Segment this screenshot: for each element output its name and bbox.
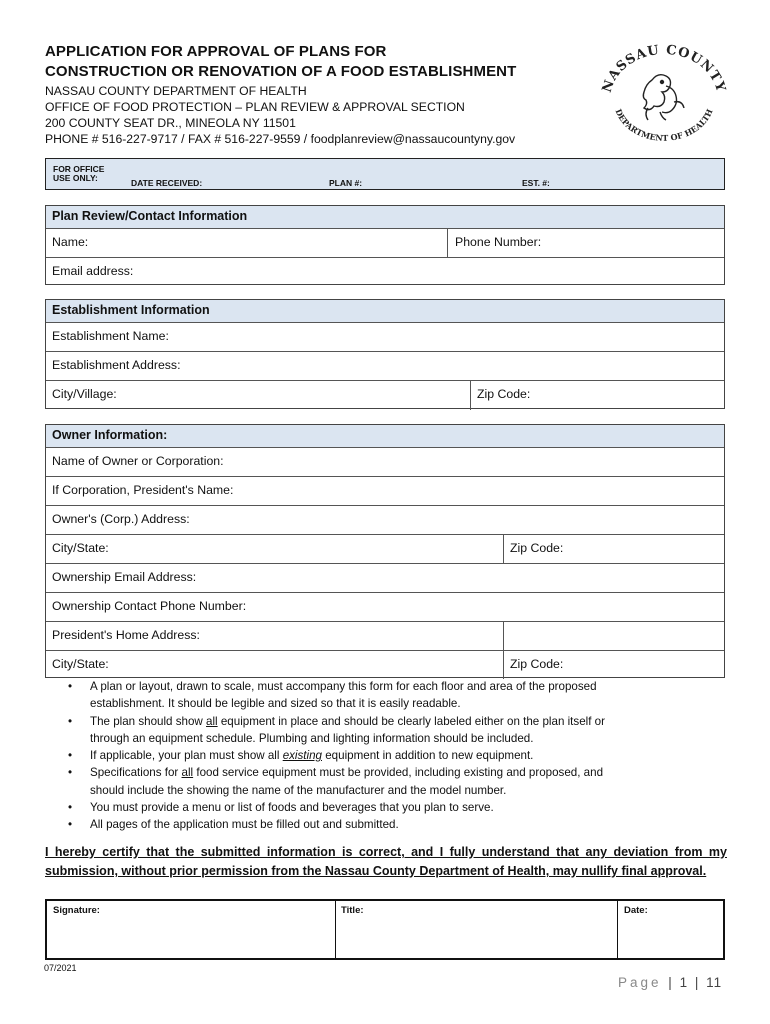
- instruction-text: • A plan or layout, drawn to scale, must accompany this form for each floor and area of the proposed: [90, 680, 597, 693]
- owner-city-row: [46, 534, 724, 563]
- page-number: [618, 975, 722, 990]
- column-divider: [503, 535, 504, 563]
- owner-heading: Owner Information:: [46, 425, 724, 447]
- page-separator: |: [694, 975, 700, 990]
- column-divider: [470, 381, 471, 410]
- signature-field[interactable]: Signature:: [53, 905, 100, 916]
- office-use-label: [53, 165, 104, 183]
- establishment-address-field[interactable]: Establishment Address:: [52, 358, 181, 372]
- owner-zip-field[interactable]: Zip Code:: [510, 541, 564, 555]
- lion-emblem-icon: [643, 75, 684, 120]
- establishment-city-row: [46, 380, 724, 410]
- title-field[interactable]: Title:: [341, 905, 364, 916]
- department-name: NASSAU COUNTY DEPARTMENT OF HEALTH: [45, 84, 307, 98]
- president-name-row: [46, 476, 724, 505]
- contact-phone-field[interactable]: Phone Number:: [455, 235, 542, 249]
- establishment-section: [45, 299, 725, 409]
- president-name-field[interactable]: If Corporation, President's Name:: [52, 483, 234, 497]
- establishment-city-field[interactable]: City/Village:: [52, 387, 117, 401]
- plan-review-heading: Plan Review/Contact Information: [46, 206, 724, 228]
- owner-name-row: [46, 447, 724, 476]
- column-divider: [447, 229, 448, 257]
- title-line-1: APPLICATION FOR APPROVAL OF PLANS FOR: [45, 43, 387, 60]
- seal-bottom-text: DEPARTMENT OF HEALTH: [613, 107, 715, 143]
- instruction-text: establishment. It should be legible and sized so that it is easily readable.: [90, 697, 461, 711]
- owner-address-row: [46, 505, 724, 534]
- president-city-row: [46, 650, 724, 679]
- president-city-state-field[interactable]: City/State:: [52, 657, 109, 671]
- plan-review-section: [45, 205, 725, 285]
- instruction-text: • Specifications for all food service equipment must be provided, including existing and proposed, and: [90, 766, 604, 780]
- signature-block: [45, 899, 725, 960]
- establishment-number-field[interactable]: EST. #:: [522, 178, 550, 188]
- instruction-item: [68, 816, 728, 833]
- owner-city-state-field[interactable]: City/State:: [52, 541, 109, 555]
- establishment-name-field[interactable]: Establishment Name:: [52, 329, 169, 343]
- instruction-item: [68, 764, 728, 799]
- establishment-address-row: [46, 351, 724, 380]
- page-separator: |: [668, 975, 673, 990]
- owner-email-row: [46, 563, 724, 592]
- contact-email-field[interactable]: Email address:: [52, 264, 134, 278]
- instructions-list: [68, 678, 728, 834]
- revision-date: 07/2021: [44, 963, 77, 973]
- date-field[interactable]: Date:: [624, 905, 648, 916]
- owner-phone-row: [46, 592, 724, 621]
- owner-email-field[interactable]: Ownership Email Address:: [52, 570, 197, 584]
- column-divider: [617, 901, 618, 958]
- page-current: 1: [679, 975, 689, 990]
- instruction-item: [68, 799, 728, 816]
- office-address: 200 COUNTY SEAT DR., MINEOLA NY 11501: [45, 116, 296, 130]
- form-title: [45, 42, 605, 82]
- title-line-2: CONSTRUCTION OR RENOVATION OF A FOOD ESTABLISHMENT: [45, 63, 517, 80]
- office-use-label-line-1: FOR OFFICE: [53, 164, 105, 174]
- office-name: OFFICE OF FOOD PROTECTION – PLAN REVIEW & APPROVAL SECTION: [45, 100, 465, 114]
- column-divider: [503, 651, 504, 679]
- instruction-text: should include the showing the name of the manufacturer and the model number.: [90, 783, 507, 797]
- page-total: 11: [706, 975, 723, 990]
- contact-email-row: [46, 257, 724, 286]
- page-label: Page: [618, 975, 662, 990]
- instruction-item: [68, 678, 728, 713]
- column-divider: [503, 622, 504, 650]
- instruction-item: [68, 747, 728, 764]
- president-home-row: [46, 621, 724, 650]
- owner-section: [45, 424, 725, 678]
- owner-address-field[interactable]: Owner's (Corp.) Address:: [52, 512, 190, 526]
- office-use-label-line-2: USE ONLY:: [53, 173, 98, 183]
- county-seal-logo: [600, 42, 728, 152]
- president-home-address-field[interactable]: President's Home Address:: [52, 628, 200, 642]
- establishment-zip-field[interactable]: Zip Code:: [477, 387, 531, 401]
- instruction-text: • The plan should show all equipment in place and should be clearly labeled either on the plan itself or: [90, 714, 605, 728]
- svg-text:NASSAU COUNTY: [600, 43, 728, 95]
- contact-name-field[interactable]: Name:: [52, 235, 89, 249]
- office-use-bar: [45, 158, 725, 190]
- owner-name-field[interactable]: Name of Owner or Corporation:: [52, 454, 224, 468]
- contact-name-row: [46, 228, 724, 257]
- instruction-item: [68, 713, 728, 748]
- instruction-text: through an equipment schedule. Plumbing and lighting information should be included.: [90, 731, 534, 745]
- instruction-text: • All pages of the application must be filled out and submitted.: [90, 818, 399, 832]
- instruction-text: • You must provide a menu or list of foods and beverages that you plan to serve.: [90, 801, 494, 815]
- plan-number-field[interactable]: PLAN #:: [329, 178, 363, 188]
- seal-top-text: NASSAU COUNTY: [600, 42, 728, 95]
- owner-phone-field[interactable]: Ownership Contact Phone Number:: [52, 599, 247, 613]
- column-divider: [335, 901, 336, 958]
- date-received-field[interactable]: DATE RECEIVED:: [131, 178, 203, 188]
- establishment-heading: Establishment Information: [46, 300, 724, 322]
- instruction-text: • If applicable, your plan must show all existing equipment in addition to new equipment.: [90, 749, 534, 763]
- contact-line: PHONE # 516-227-9717 / FAX # 516-227-9559 / foodplanreview@nassaucountyny.gov: [45, 132, 516, 146]
- certification-statement: I hereby certify that the submitted information is correct, and I fully understand that any deviation from my submission, without prior permission from the Nassau County Department of Health, may nullify final approval.: [45, 845, 727, 878]
- establishment-name-row: [46, 322, 724, 351]
- president-zip-field[interactable]: Zip Code:: [510, 657, 564, 671]
